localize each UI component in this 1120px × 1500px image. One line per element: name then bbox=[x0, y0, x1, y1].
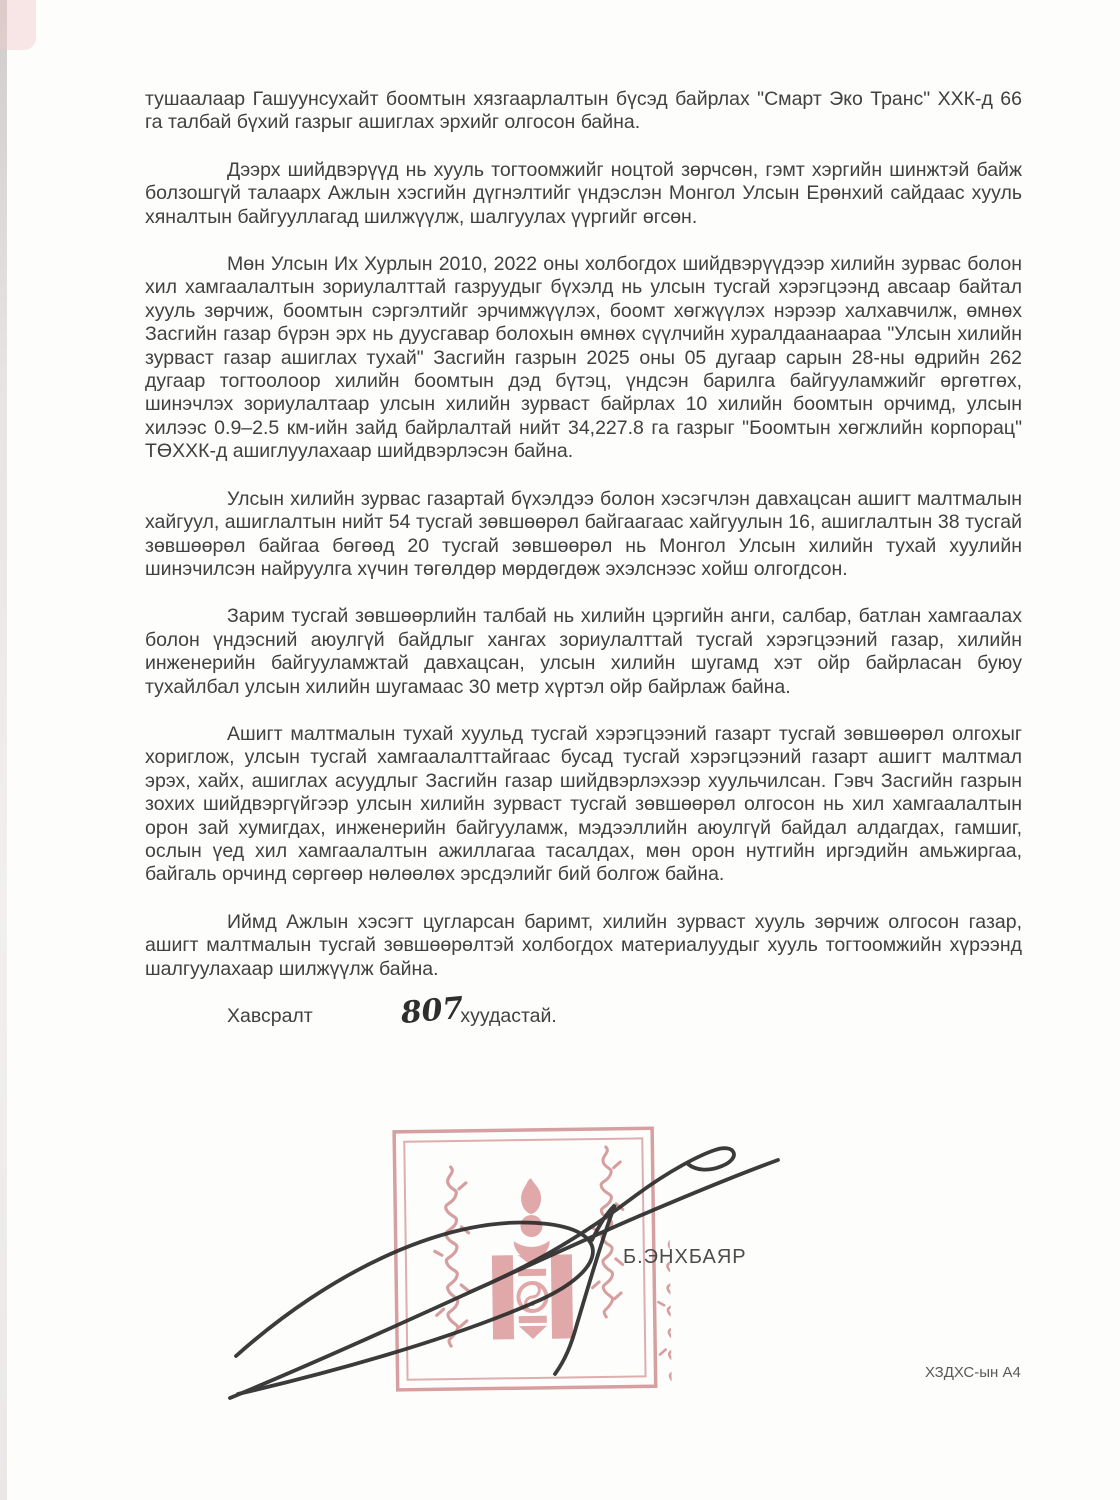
signer-name: Б.ЭНХБАЯР bbox=[623, 1246, 747, 1268]
scan-edge-artifact bbox=[0, 0, 7, 1500]
paragraph: Мөн Улсын Их Хурлын 2010, 2022 оны холбогдох шийдвэрүүдээр хилийн зурвас болон хил хамгаалалтын зориулалттай газруудыг бүхэлд нь улсын тусгай хэрэгцээнд авсаар байтал хууль зөрчиж, боомтын сэргэлтийг эрчимжүүлэх, боомт хөгжүүлэх нэрээр халхавчилж, өмнөх Засгийн газар бүрэн эрх нь дуусгавар болохын өмнөх сүүлчийн хуралдаанаараа "Улсын хилийн зурваст газар ашиглах тухай" Засгийн газрын 2025 оны 05 дугаар сарын 28-ны өдрийн 262 дугаар тогтоолоор хилийн боомтын дэд бүтэц, үндсэн барилга байгууламжийг өргөтгөх, шинэчлэх зориулалтаар улсын хилийн зурваст байрлах 10 хилийн боомтын орчимд, улсын хилээс 0.9–2.5 км-ийн зайд байрлалтай нийт 34,227.8 га газрыг "Боомтын хөгжлийн корпорац" ТӨХХК-д ашиглуулахаар шийдвэрлэсэн байна. bbox=[145, 253, 1022, 463]
paragraph: тушаалаар Гашуунсухайт боомтын хязгаарлалтын бүсэд байрлах "Смарт Эко Транс" ХХК-д 66 га талбай бүхий газрыг ашиглах эрхийг олгосон байна. bbox=[145, 88, 1022, 134]
paragraph: Дээрх шийдвэрүүд нь хууль тогтоомжийг ноцтой зөрчсөн, гэмт хэргийн шинжтэй байж болзошгүй талаарх Ажлын хэсгийн дүгнэлтийг үндэслэн Монгол Улсын Ерөнхий сайдаас хууль хяналтын байгууллагад шилжүүлж, шалгуулах үүргийг өгсөн. bbox=[145, 158, 1022, 228]
paragraph: Улсын хилийн зурвас газартай бүхэлдээ болон хэсэгчлэн давхацсан ашигт малтмалын хайгуул, ашиглалтын нийт 54 тусгай зөвшөөрөл байгаагаас хайгуулын 16, ашиглалтын 38 тусгай зөвшөөрөл байгаа бөгөөд 20 тусгай зөвшөөрөл нь Монгол Улсын хилийн тухай хуулийн шинэчилсэн найруулга хүчин төгөлдөр мөрдөгдөж эхэлснээс хойш олгогдсон. bbox=[145, 487, 1022, 580]
attachment-line bbox=[145, 990, 1022, 1032]
paragraph: Иймд Ажлын хэсэгт цугларсан баримт, хилийн зурваст хууль зөрчиж олгосон газар, ашигт малтмалын тусгай зөвшөөрөлтэй холбогдох материалуудыг хууль тогтоомжийн хүрээнд шалгуулахаар шилжүүлж байна. bbox=[145, 910, 1022, 980]
handwritten-page-count: 807 bbox=[399, 990, 465, 1032]
document-body bbox=[145, 88, 1022, 1052]
attachment-prefix: Хавсралт bbox=[227, 1005, 313, 1027]
scan-corner-artifact bbox=[0, 0, 36, 50]
attachment-suffix: хуудастай. bbox=[460, 1005, 557, 1027]
footer-form-code: ХЗДХС-ын А4 bbox=[925, 1364, 1021, 1381]
signature-long-stroke bbox=[230, 1160, 778, 1398]
signature-loop-stroke bbox=[236, 1222, 593, 1394]
paragraph: Ашигт малтмалын тухай хуульд тусгай хэрэгцээний газарт тусгай зөвшөөрөл олгохыг хориглож, улсын тусгай хамгаалалттайгаас бусад тусгай хэрэгцээний газарт ашигт малтмал эрэх, хайх, ашиглах асуудлыг Засгийн газар шийдвэрлэхээр хуульчилсан. Гэвч Засгийн газрын зохих шийдвэргүйгээр улсын хилийн зурваст тусгай зөвшөөрөл олгосон нь хил хамгаалалтын орон зай хумигдах, инженерийн байгууламж, мэдээллийн аюулгүй байдал алдагдах, гамшиг, ослын үед хил хамгаалалтын ажиллагаа тасалдах, мөн орон нутгийн иргэдийн амьжиргаа, байгаль орчинд сөргөөр нөлөөлөх эрсдэлийг бий болгож байна. bbox=[145, 722, 1022, 886]
paragraph: Зарим тусгай зөвшөөрлийн талбай нь хилийн цэргийн анги, салбар, батлан хамгаалах болон үндэсний аюулгүй байдлыг хангах зориулалттай тусгай хэрэгцээний газар, хилийн инженерийн байгууламжтай давхацсан, улсын хилийн шугамд хэт ойр байрласан буюу тухайлбал улсын хилийн шугамаас 30 метр хүртэл ойр байрлаж байна. bbox=[145, 605, 1022, 698]
